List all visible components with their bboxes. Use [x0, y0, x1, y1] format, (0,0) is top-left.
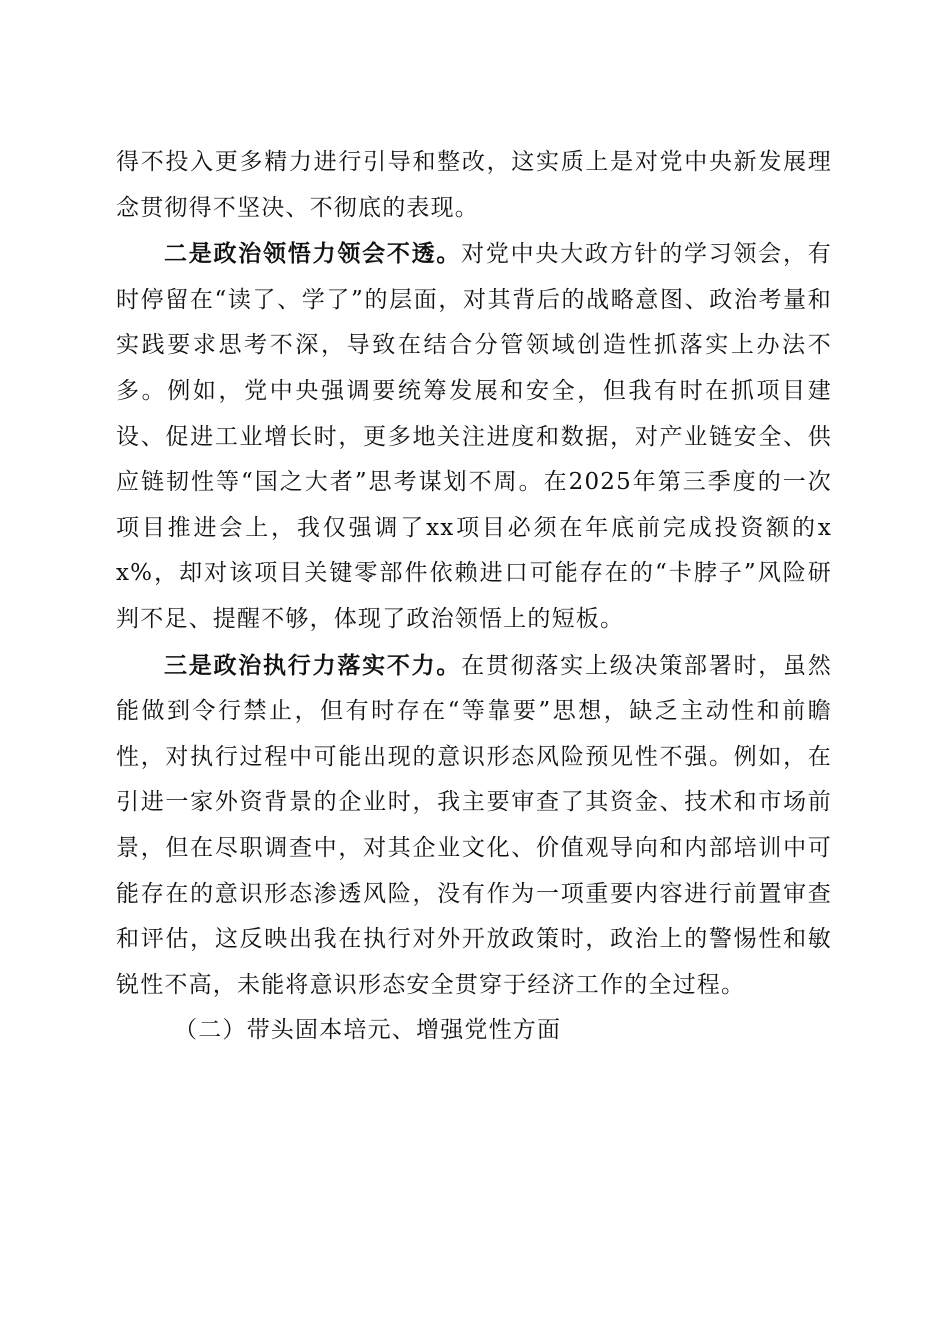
paragraph-text: 在贯彻落实上级决策部署时，虽然能做到令行禁止，但有时存在“等靠要”思想，缺乏主动性和前瞻性，对执行过程中可能出现的意识形态风险预见性不强。例如，在引进一家外资背景的企业时，我主要审查了其资金、技术和市场前景，但在尽职调查中，对其企业文化、价值观导向和内部培训中可能存在的意识形态渗透风险，没有作为一项重要内容进行前置审查和评估，这反映出我在执行对外开放政策时，政治上的警惕性和敏锐性不高，未能将意识形态安全贯穿于经济工作的全过程。 [116, 652, 832, 998]
paragraph-continuation [116, 140, 832, 231]
paragraph-political-execution [116, 643, 832, 1009]
section-heading: （二）带头固本培元、增强党性方面 [174, 1017, 562, 1044]
paragraph-political-understanding [116, 231, 832, 642]
paragraph-text: 对党中央大政方针的学习领会，有时停留在“读了、学了”的层面，对其背后的战略意图、政治考量和实践要求思考不深，导致在结合分管领域创造性抓落实上办法不多。例如，党中央强调要统筹发展和安全，但我有时在抓项目建设、促进工业增长时，更多地关注进度和数据，对产业链安全、供应链韧性等“国之大者”思考谋划不周。在2025年第三季度的一次项目推进会上，我仅强调了xx项目必须在年底前完成投资额的xx%，却对该项目关键零部件依赖进口可能存在的“卡脖子”风险研判不足、提醒不够，体现了政治领悟上的短板。 [116, 241, 832, 632]
paragraph-lead-title: 三是政治执行力落实不力。 [164, 651, 462, 679]
paragraph-lead-title: 二是政治领悟力领会不透。 [164, 240, 462, 268]
paragraph-text: 得不投入更多精力进行引导和整改，这实质上是对党中央新发展理念贯彻得不坚决、不彻底的表现。 [116, 149, 832, 221]
document-body [116, 140, 832, 1054]
